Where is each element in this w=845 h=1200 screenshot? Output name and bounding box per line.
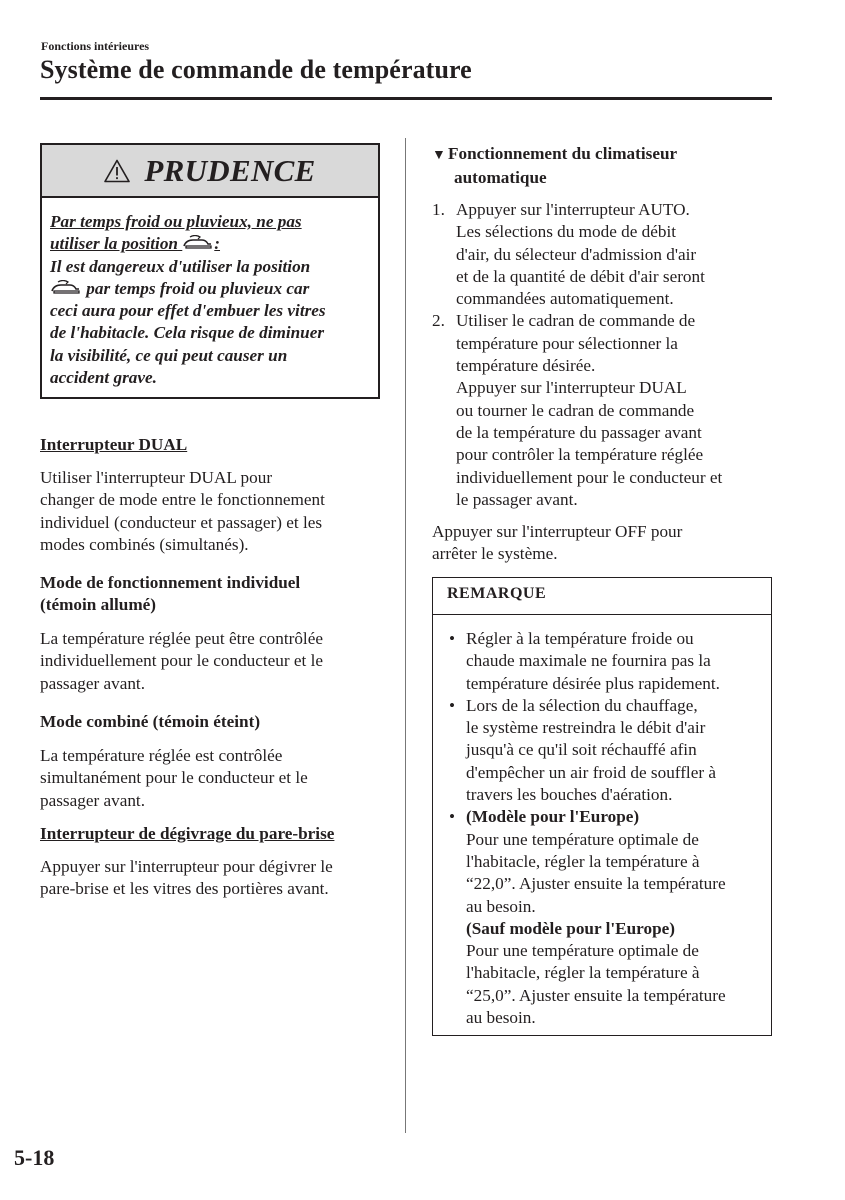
caution-line-suffix: :	[214, 234, 221, 254]
vent-position-icon-wrap	[178, 234, 214, 253]
caution-header	[42, 145, 378, 198]
text-line: et de la quantité de débit d'air seront	[456, 266, 705, 286]
combined-mode-heading: Mode combiné (témoin éteint)	[40, 712, 261, 731]
text-line: température pour sélectionner la	[456, 333, 678, 353]
page-number: 5-18	[14, 1145, 55, 1170]
text-line: “22,0”. Ajuster ensuite la température	[466, 874, 726, 894]
text-line: le système restreindra le débit d'air	[466, 718, 706, 738]
caution-line-suffix: par temps froid ou pluvieux car	[86, 278, 310, 298]
text-line: d'air, du sélecteur d'admission d'air	[456, 244, 697, 264]
text-line: Les sélections du mode de débit	[456, 222, 677, 242]
text-line: au besoin.	[466, 896, 536, 916]
caution-line-prefix: utiliser la position	[50, 234, 178, 254]
text-line: Lors de la sélection du chauffage,	[466, 695, 698, 715]
column-divider	[405, 138, 406, 1133]
bullet: •	[449, 629, 456, 648]
caution-line: accident grave.	[50, 368, 157, 388]
individual-mode-heading	[40, 572, 300, 617]
text-line: au besoin.	[466, 1008, 536, 1028]
caution-word: PRUDENCE	[144, 152, 316, 188]
caution-box	[40, 143, 380, 399]
defrost-heading: Interrupteur de dégivrage du pare-brise	[40, 824, 335, 843]
text-line: ou tourner le cadran de commande	[456, 400, 695, 420]
text-line: Mode de fonctionnement individuel	[40, 573, 301, 592]
list-item	[449, 628, 763, 695]
auto-ac-heading	[432, 143, 772, 190]
text-line: changer de mode entre le fonctionnement	[40, 490, 325, 510]
text-line: “25,0”. Ajuster ensuite la température	[466, 985, 726, 1005]
bullet: •	[449, 695, 456, 715]
remarque-heading: REMARQUE	[433, 578, 771, 615]
text-line: d'empêcher un air froid de souffler à	[466, 762, 716, 782]
text-line: passager avant.	[40, 790, 145, 810]
text-line: individuel (conducteur et passager) et les	[40, 512, 323, 532]
model-heading-europe: (Modèle pour l'Europe)	[466, 807, 640, 827]
list-item	[449, 695, 763, 806]
heading-text: Fonctionnement du climatiseur	[448, 144, 678, 163]
section-label: Fonctions intérieures	[41, 39, 150, 53]
text-line: (témoin allumé)	[40, 595, 156, 615]
heading-text: automatique	[454, 168, 547, 188]
triangle-marker-icon: ▼	[432, 148, 446, 163]
list-item	[449, 806, 763, 1029]
combined-mode-paragraph	[40, 745, 390, 812]
text-line: Utiliser l'interrupteur DUAL pour	[40, 468, 273, 487]
individual-mode-paragraph	[40, 628, 390, 695]
caution-body	[42, 198, 378, 389]
model-heading-other: (Sauf modèle pour l'Europe)	[466, 918, 675, 938]
heading-line	[432, 143, 772, 167]
text-line: La température réglée est contrôlée	[40, 746, 283, 765]
text-line: l'habitacle, régler la température à	[466, 851, 700, 871]
text-line: Utiliser le cadran de commande de	[456, 311, 696, 331]
text-line: température désirée.	[456, 356, 596, 376]
caution-line: Par temps froid ou pluvieux, ne pas	[50, 212, 302, 231]
step-number: 2.	[432, 311, 445, 331]
text-line: individuellement pour le conducteur et	[456, 467, 723, 487]
text-line: modes combinés (simultanés).	[40, 534, 249, 554]
recirculation-vent-icon	[50, 280, 82, 296]
steps-list	[432, 199, 772, 511]
text-line: chaude maximale ne fournira pas la	[466, 651, 711, 671]
text-line: de la température du passager avant	[456, 422, 702, 442]
text-line: Régler à la température froide ou	[466, 629, 694, 648]
title-rule	[40, 97, 772, 100]
text-line: simultanément pour le conducteur et le	[40, 768, 308, 788]
text-line: arrêter le système.	[432, 544, 558, 564]
defrost-paragraph	[40, 856, 390, 901]
text-line: passager avant.	[40, 673, 145, 693]
text-line: Appuyer sur l'interrupteur OFF pour	[432, 522, 683, 541]
text-line: Pour une température optimale de	[466, 941, 699, 961]
caution-line: la visibilité, ce qui peut causer un	[50, 345, 288, 365]
step-number: 1.	[432, 200, 445, 219]
warning-triangle-icon	[104, 159, 130, 183]
dual-heading: Interrupteur DUAL	[40, 435, 188, 454]
text-line: individuellement pour le conducteur et le	[40, 651, 324, 671]
recirculation-vent-icon	[182, 235, 214, 251]
text-line: l'habitacle, régler la température à	[466, 963, 700, 983]
off-paragraph	[432, 521, 772, 566]
text-line: pour contrôler la température réglée	[456, 445, 704, 465]
text-line: pare-brise et les vitres des portières avant.	[40, 879, 329, 899]
text-line: commandées automatiquement.	[456, 289, 674, 309]
text-line: température désirée plus rapidement.	[466, 673, 720, 693]
text-line: le passager avant.	[456, 489, 578, 509]
dual-paragraph	[40, 467, 390, 556]
step-item	[432, 310, 772, 511]
remarque-box	[432, 577, 772, 1036]
text-line: jusqu'à ce qu'il soit réchauffé afin	[466, 740, 697, 760]
text-line: travers les bouches d'aération.	[466, 785, 673, 805]
bullet: •	[449, 807, 456, 827]
text-line: La température réglée peut être contrôlée	[40, 629, 323, 648]
caution-line: ceci aura pour effet d'embuer les vitres	[50, 301, 326, 321]
caution-line	[50, 278, 372, 300]
text-line: Appuyer sur l'interrupteur DUAL	[456, 378, 687, 398]
caution-line	[50, 233, 372, 255]
caution-line: de l'habitacle. Cela risque de diminuer	[50, 323, 325, 343]
remarque-list	[433, 615, 771, 1029]
text-line: Appuyer sur l'interrupteur pour dégivrer le	[40, 857, 333, 876]
text-line: Pour une température optimale de	[466, 829, 699, 849]
text-line: Appuyer sur l'interrupteur AUTO.	[456, 200, 690, 219]
caution-line: Il est dangereux d'utiliser la position	[50, 256, 311, 276]
page-title: Système de commande de température	[40, 55, 472, 84]
step-item	[432, 199, 772, 310]
